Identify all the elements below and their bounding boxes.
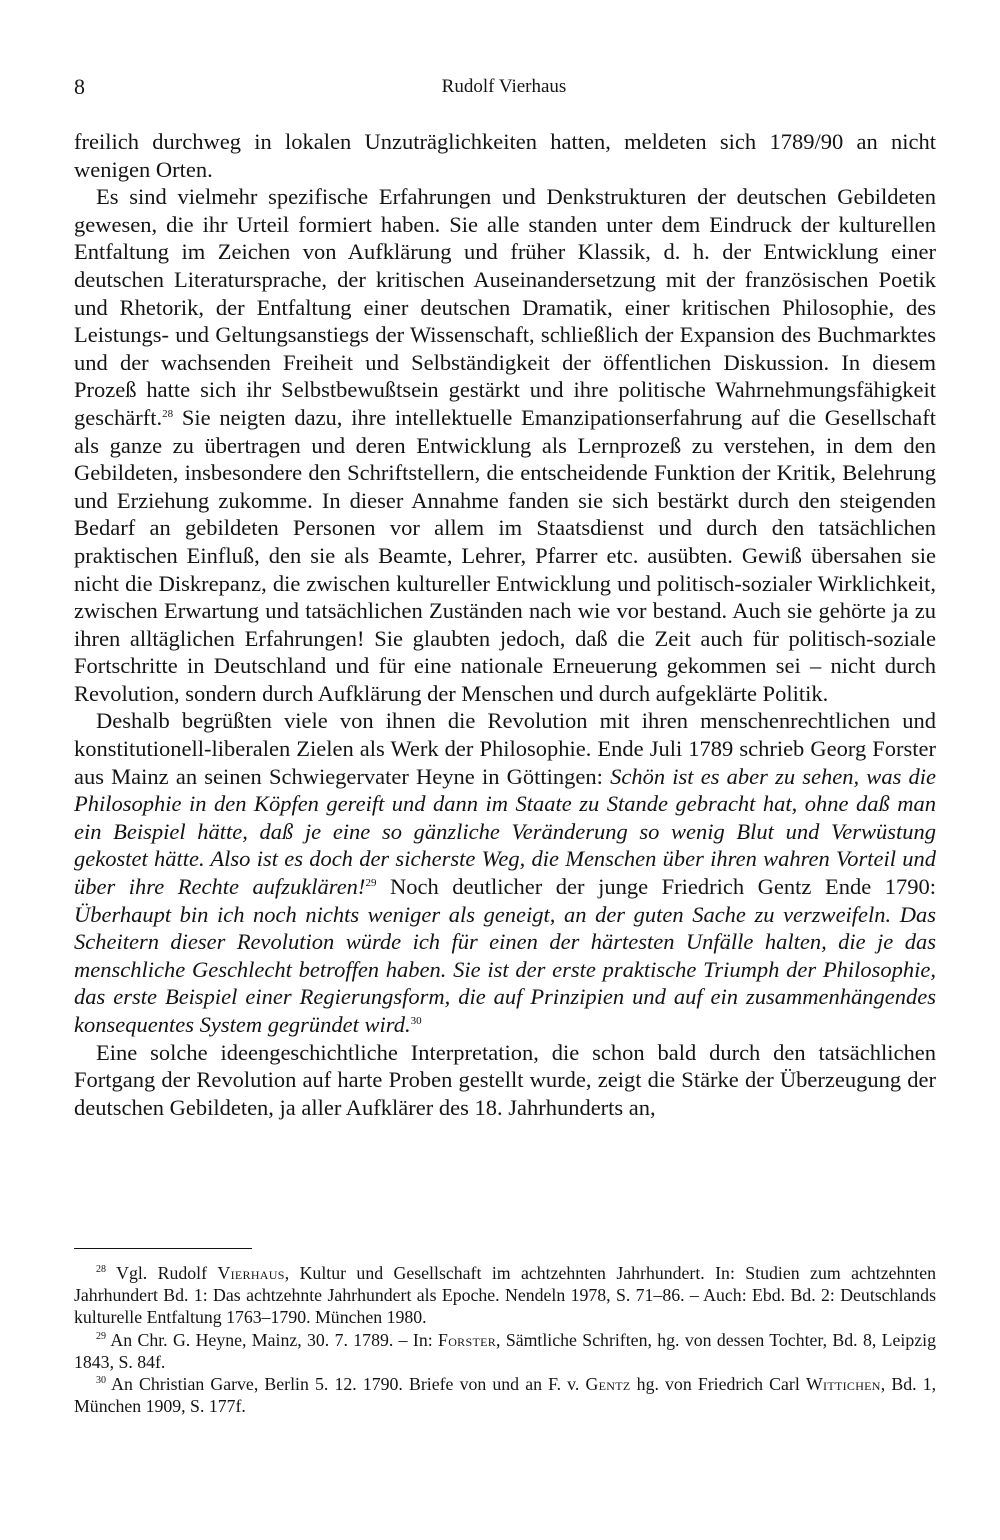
footnotes: [74, 1262, 936, 1417]
footnote-28: [74, 1262, 936, 1329]
paragraph-1-text: freilich durchweg in lokalen Unzuträglichkeiten hatten, meldeten sich 1789/90 an nicht wenigen Orten.: [74, 129, 936, 182]
footnote-text: An Chr. G. Heyne, Mainz, 30. 7. 1789. – In:: [110, 1329, 433, 1350]
author-name: Vierhaus: [217, 1263, 285, 1283]
footnote-text: , Kultur und Gesellschaft im achtzehnten Jahrhundert. In: Studien zum achtzehnten Jahrhundert Bd. 1: Das achtzehnte Jahrhundert als Epoche. Nendeln 1978, S. 71–86. – Auch: Ebd. Bd. 2: Deutschlands kulturelle Entfaltung 1763–1790. München 1980.: [74, 1263, 936, 1328]
author-name: Gentz: [585, 1374, 631, 1395]
footnote-number: 30: [96, 1375, 106, 1387]
gentz-quote: Überhaupt bin ich noch nichts weniger als geneigt, an der guten Sache zu verzweifeln. Das Scheitern dieser Revolution würde ich für einen der härtesten Unfälle halten, die je das menschliche Geschlecht betroffen haben. Sie ist der erste praktische Triumph der Philosophie, das erste Beispiel einer Regierungsform, die auf Prinzipien und auf ein zusammenhängendes konsequentes System gegründet wird.: [74, 901, 936, 1037]
author-name: Forster: [438, 1329, 497, 1350]
paragraph-4-text: Eine solche ideengeschichtliche Interpretation, die schon bald durch den tatsächlichen Fortgang der Revolution auf harte Proben gestellt wurde, zeigt die Stärke der Überzeugung der deutschen Gebildeten, ja aller Aufklärer des 18. Jahrhunderts an,: [74, 1039, 936, 1120]
editor-name: Wittichen: [805, 1374, 881, 1395]
running-head: [74, 74, 934, 104]
paragraph-3: [74, 707, 936, 1038]
footnote-number: 29: [96, 1330, 106, 1342]
footnote-ref-28: 28: [162, 407, 174, 420]
footnote-text: An Christian Garve, Berlin 5. 12. 1790. Briefe von und an F. v.: [111, 1374, 580, 1395]
page-number: 8: [74, 74, 85, 99]
footnote-text: , Sämtliche Schriften, hg. von dessen Tochter, Bd. 8, Leipzig 1843, S. 84f.: [74, 1329, 936, 1372]
running-title: Rudolf Vierhaus: [441, 76, 567, 97]
body-text: [74, 128, 936, 1121]
footnote-text: Vgl. Rudolf: [116, 1263, 208, 1283]
paragraph-1: [74, 128, 936, 183]
paragraph-2-text: Es sind vielmehr spezifische Erfahrungen und Denkstrukturen der deutschen Gebildeten gewesen, die ihr Urteil formiert haben. Sie alle standen unter dem Eindruck der kulturellen Entfaltung im Zeichen von Aufklärung und früher Klassik, d. h. der Entwicklung einer deutschen Literatursprache, der kritischen Auseinandersetzung mit der französischen Poetik und Rhetorik, der Entfaltung einer deutschen Dramatik, einer kritischen Philosophie, des Leistungs- und Geltungsanstiegs der Wissenschaft, schließlich der Expansion des Buchmarktes und der wachsenden Freiheit und Selbständigkeit der öffentlichen Diskussion. In diesem Prozeß hatte sich ihr Selbstbewußtsein gestärkt und ihre politische Wahrnehmungsfähigkeit geschärft.: [74, 184, 936, 430]
paragraph-2: [74, 183, 936, 707]
paragraph-3-text: Deshalb begrüßten viele von ihnen die Revolution mit ihren menschenrechtlichen und konstitutionell-liberalen Zielen als Werk der Philosophie. Ende Juli 1789 schrieb Georg Forster aus Mainz an seinen Schwiegervater Heyne in Göttingen:: [74, 708, 936, 789]
paragraph-2-text-continued: Sie neigten dazu, ihre intellektuelle Emanzipationserfahrung auf die Gesellschaft als ganze zu übertragen und deren Entwicklung als Lernprozeß zu verstehen, in dem den Gebildeten, insbesondere den Schriftstellern, die entscheidende Funktion der Kritik, Belehrung und Erziehung zukomme. In dieser Annahme fanden sie sich bestärkt durch den steigenden Bedarf an gebildeten Personen vor allem im Staatsdienst und durch den tatsächlichen praktischen Einfluß, den sie als Beamte, Lehrer, Pfarrer etc. ausübten. Gewiß übersahen sie nicht die Diskrepanz, die zwischen kultureller Entwicklung und politisch-sozialer Wirklichkeit, zwischen Erwartung und tatsächlichen Zuständen nach wie vor bestand. Auch sie gehörte ja zu ihren alltäglichen Erfahrungen! Sie glaubten jedoch, daß die Zeit auch für politisch-soziale Fortschritte in Deutschland und für eine nationale Erneuerung gekommen sei – nicht durch Revolution, sondern durch Aufklärung der Menschen und durch aufgeklärte Politik.: [74, 404, 936, 706]
footnote-ref-29: 29: [365, 877, 377, 890]
footnote-29: [74, 1329, 936, 1373]
footnote-text: , Bd. 1, München 1909, S. 177f.: [74, 1374, 937, 1417]
footnote-ref-30: 30: [410, 1015, 422, 1027]
footnote-text: hg. von Friedrich Carl: [636, 1374, 800, 1395]
footnote-number: 28: [96, 1264, 106, 1275]
footnote-30: [74, 1373, 936, 1417]
paragraph-3-middle: Noch deutlicher der junge Friedrich Gentz Ende 1790:: [390, 874, 936, 900]
forster-quote: Schön ist es aber zu sehen, was die Philosophie in den Köpfen gereift und dann im Staate zu Stande gebracht hat, ohne daß man ein Beispiel hätte, daß je eine so gänzliche Veränderung so wenig Blut und Verwüstung gekostet hätte. Also ist es doch der sicherste Weg, die Menschen über ihren wahren Vorteil und über ihre Rechte aufzuklären!: [74, 763, 936, 900]
paragraph-4: [74, 1039, 936, 1122]
footnote-divider: [74, 1248, 252, 1249]
